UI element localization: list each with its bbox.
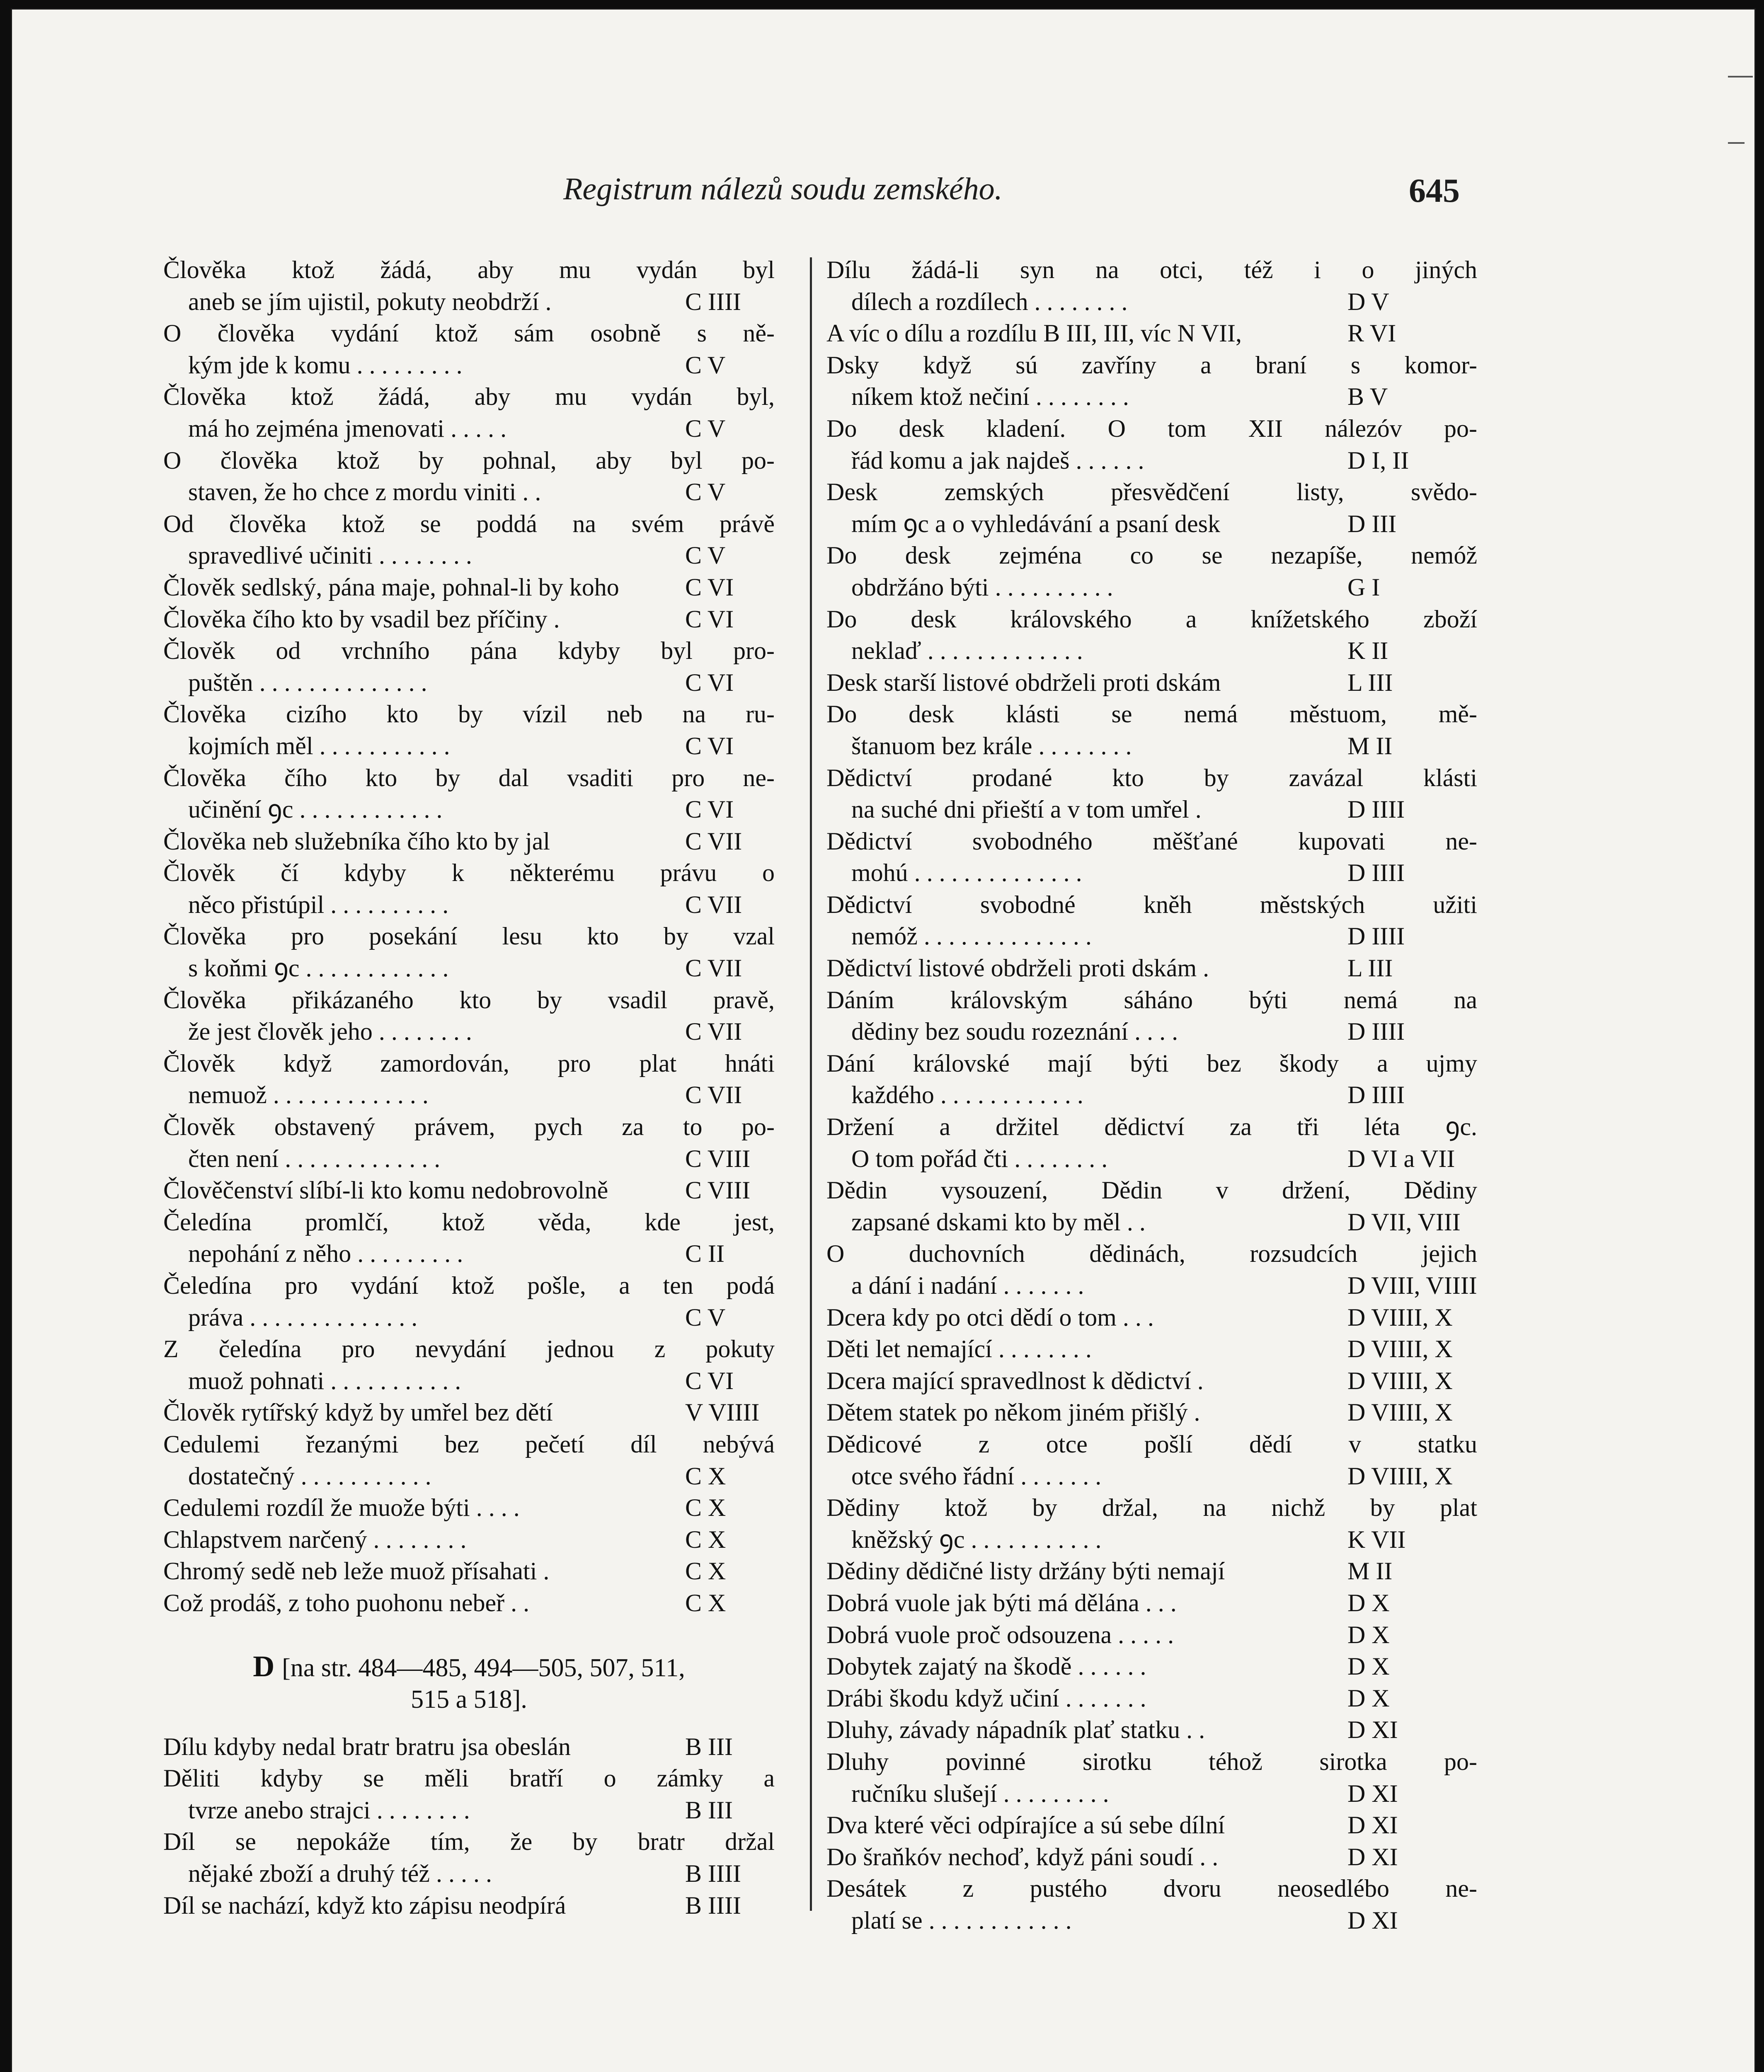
entry-text: staven, že ho chce z mordu viniti . . [188,478,541,506]
entry-text: Dědictví svobodné kněh městských užiti [826,891,1477,918]
entry-text: kým jde k komu . . . . . . . . . [188,351,463,379]
entry-reference: C V [685,414,726,442]
index-entry-line [163,1428,775,1460]
index-entry-line [163,667,775,699]
entry-reference: D XI [1347,1811,1398,1839]
index-entry-line [163,920,775,952]
section-heading-d [163,1651,775,1715]
scan-mark [1728,142,1745,144]
entry-text: Dobrá vuole proč odsouzena . . . . . [826,1621,1174,1648]
spacer [163,1715,775,1731]
index-entry-line [826,1746,1477,1778]
entry-text: Dětem statek po někom jiném přišlý . [826,1399,1200,1426]
index-entry-line [163,1111,775,1143]
index-entry-line [163,317,775,349]
entry-reference: D XI [1347,1843,1398,1871]
index-entry-line [163,1492,775,1524]
entry-text: Do desk zejména co se nezapíše, nemóž [826,542,1477,569]
index-entry-line [163,825,775,857]
entry-reference: C VI [685,732,734,760]
entry-reference: C VIII [685,1145,751,1172]
index-entry-line [826,381,1477,413]
index-entry-line [826,667,1477,699]
entry-text: Člověk čí kdyby k některému právu o [163,859,775,887]
entry-text: Drábi škodu když učiní . . . . . . . [826,1684,1146,1712]
index-entry-line [826,1841,1477,1873]
entry-text: Děti let nemající . . . . . . . . [826,1335,1092,1363]
entry-text: Do desk kladení. O tom XII nálezóv po- [826,414,1477,442]
entry-reference: C VII [685,1081,742,1109]
index-entry-line [163,1731,775,1763]
entry-reference: C VII [685,827,742,855]
entry-reference: B III [685,1733,733,1760]
entry-text: Chlapstvem narčený . . . . . . . . [163,1525,467,1553]
entry-reference: L III [1347,954,1393,982]
entry-reference: C V [685,351,726,379]
index-entry-line [826,1524,1477,1556]
index-entry-list [163,1731,775,1922]
book-page [11,8,1756,2072]
entry-text: Čeledína pro vydání ktož pošle, a ten podá [163,1272,775,1299]
entry-text: Desk starší listové obdrželi proti dskám [826,668,1221,696]
entry-text: Od člověka ktož se poddá na svém právě [163,510,775,537]
entry-text: otce svého řádní . . . . . . . [851,1462,1102,1490]
index-entry-line [826,1905,1477,1936]
index-entry-line [163,1794,775,1826]
entry-text: Což prodáš, z toho puohonu nebeř . . [163,1589,530,1617]
entry-reference: D VIII, VIIII [1347,1272,1477,1299]
index-entry-line [826,1206,1477,1238]
entry-text: Člověk sedlský, pána maje, pohnal-li by koho [163,573,619,601]
index-entry-line [163,1762,775,1794]
index-entry-line [826,889,1477,921]
index-entry-line [826,1651,1477,1682]
entry-text: nemóž . . . . . . . . . . . . . . [851,922,1092,950]
index-entry-line [826,508,1477,540]
entry-reference: C VII [685,891,742,918]
spacer [163,1619,775,1635]
index-entry-line [826,1778,1477,1810]
index-entry-line [163,1890,775,1922]
index-entry-line [163,857,775,889]
index-entry-line [163,1143,775,1175]
entry-text: níkem ktož nečiní . . . . . . . . [851,383,1129,411]
entry-text: Dědictví listové obdrželi proti dskám . [826,954,1209,982]
index-entry-line [826,571,1477,603]
entry-text: mím ꝯc a o vyhledávání a psaní desk [851,510,1220,537]
index-entry-line [826,1174,1477,1206]
entry-reference: C V [685,1303,726,1331]
entry-text: Dobytek zajatý na škodě . . . . . . [826,1653,1146,1680]
section-letter: D [253,1649,275,1683]
index-entry-line [163,603,775,635]
entry-text: A víc o dílu a rozdílu B III, III, víc N VII, [826,320,1242,347]
index-entry-line [826,1365,1477,1397]
index-entry-line [163,1270,775,1302]
index-entry-line [163,571,775,603]
entry-text: Díl se nepokáže tím, že by bratr držal [163,1828,775,1856]
index-entry-line [163,889,775,921]
entry-reference: V VIIII [685,1399,760,1426]
entry-reference: B III [685,1796,733,1824]
entry-reference: G I [1347,573,1380,601]
entry-reference: D IIII [1347,1018,1405,1046]
index-entry-line [826,1492,1477,1524]
entry-text: Dědin vysouzení, Dědin v držení, Dědiny [826,1176,1477,1204]
index-entry-line [826,1111,1477,1143]
entry-reference: M II [1347,1557,1393,1585]
entry-reference: D X [1347,1621,1390,1648]
entry-reference: D VIIII, X [1347,1462,1453,1490]
entry-reference: D X [1347,1589,1390,1617]
entry-reference: C X [685,1462,726,1490]
entry-text: Dáním královským sáháno býti nemá na [826,986,1477,1014]
entry-text: má ho zejména jmenovati . . . . . [188,414,507,442]
entry-text: každého . . . . . . . . . . . . [851,1081,1083,1109]
entry-text: Dluhy povinné sirotku téhož sirotka po- [826,1748,1477,1775]
entry-reference: K II [1347,637,1388,665]
entry-reference: D III [1347,510,1397,537]
entry-reference: D XI [1347,1779,1398,1807]
entry-text: Dsky když sú zavříny a braní s komor- [826,351,1477,379]
entry-text: Dědiny ktož by držal, na nichž by plat [826,1494,1477,1522]
entry-reference: D X [1347,1684,1390,1712]
entry-text: Dcera kdy po otci dědí o tom . . . [826,1303,1154,1331]
entry-text: a dání i nadání . . . . . . . [851,1272,1084,1299]
entry-text: ručníku slušejí . . . . . . . . . [851,1779,1109,1807]
entry-text: Člověka ktož žádá, aby mu vydán byl [163,256,775,283]
entry-text: že jest člověk jeho . . . . . . . . [188,1018,472,1046]
entry-reference: D VIIII, X [1347,1303,1453,1331]
entry-reference: C X [685,1589,726,1617]
entry-reference: D VIIII, X [1347,1367,1453,1394]
entry-text: Dílu kdyby nedal bratr bratru jsa obeslán [163,1733,571,1760]
index-entry-line [163,413,775,445]
index-entry-line [826,254,1477,286]
entry-reference: D IIII [1347,922,1405,950]
index-entry-line [163,1397,775,1428]
entry-reference: C X [685,1494,726,1522]
entry-text: nějaké zboží a druhý též . . . . . [188,1859,492,1887]
index-entry-line [826,1270,1477,1302]
entry-text: Člověka cizího kto by vízil neb na ru- [163,700,775,728]
index-entry-line [163,1174,775,1206]
index-entry-line [826,1587,1477,1619]
entry-reference: C VIII [685,1176,751,1204]
entry-reference: D IIII [1347,796,1405,823]
entry-text: štanuom bez krále . . . . . . . . [851,732,1132,760]
index-entry-list [826,254,1477,1936]
entry-reference: D VII, VIII [1347,1208,1461,1236]
entry-reference: K VII [1347,1525,1406,1553]
index-entry-line [163,1302,775,1334]
entry-reference: D I, II [1347,446,1409,474]
index-entry-line [826,762,1477,794]
entry-text: kněžský ꝯc . . . . . . . . . . . [851,1525,1102,1553]
entry-text: Člověka ktož žádá, aby mu vydán byl, [163,383,775,411]
entry-text: aneb se jím ujistil, pokuty neobdrží . [188,288,552,315]
entry-text: Chromý sedě neb leže muož přísahati . [163,1557,550,1585]
entry-text: Člověčenství slíbí-li kto komu nedobrovolně [163,1176,608,1204]
entry-text: Člověka neb služebníka čího kto by jal [163,827,550,855]
running-title: Registrum nálezů soudu zemského. [563,172,1003,206]
right-column [826,254,1477,1936]
entry-reference: L III [1347,668,1393,696]
entry-text: Člověka pro posekání lesu kto by vzal [163,922,775,950]
index-entry-line [163,1858,775,1890]
entry-text: Dluhy, závady nápadník plať statku . . [826,1716,1205,1744]
entry-reference: D VIIII, X [1347,1399,1453,1426]
index-entry-line [826,1079,1477,1111]
entry-text: Člověk od vrchního pána kdyby byl pro- [163,637,775,665]
index-entry-line [826,1714,1477,1746]
entry-reference: C V [685,542,726,569]
index-entry-line [826,825,1477,857]
index-entry-line [826,794,1477,825]
entry-reference: D IIII [1347,1081,1405,1109]
index-entry-line [163,1826,775,1858]
entry-text: Člověk když zamordován, pro plat hnáti [163,1049,775,1077]
index-entry-line [163,635,775,667]
entry-reference: D IIII [1347,859,1405,887]
section-pages-line1: [na str. 484—485, 494—505, 507, 511, [282,1653,685,1682]
entry-text: platí se . . . . . . . . . . . . [851,1906,1072,1934]
entry-reference: D X [1347,1653,1390,1680]
index-entry-line [826,540,1477,571]
index-entry-line [163,698,775,730]
entry-text: dílech a rozdílech . . . . . . . . [851,288,1128,315]
index-entry-line [163,730,775,762]
entry-text: Dědicové z otce pošlí dědí v statku [826,1430,1477,1458]
index-entry-line [826,1397,1477,1428]
index-entry-line [826,1333,1477,1365]
entry-text: Dobrá vuole jak býti má dělána . . . [826,1589,1177,1617]
index-entry-line [826,413,1477,445]
entry-text: Držení a držitel dědictví za tři léta ꝯc. [826,1113,1477,1141]
entry-reference: D VI a VII [1347,1145,1455,1172]
entry-text: puštěn . . . . . . . . . . . . . . [188,668,427,696]
index-entry-list [163,254,775,1619]
entry-reference: B IIII [685,1891,741,1919]
entry-text: obdržáno býti . . . . . . . . . . [851,573,1113,601]
entry-reference: B V [1347,383,1388,411]
index-entry-line [163,1206,775,1238]
index-entry-line [163,952,775,984]
index-entry-line [826,445,1477,477]
entry-text: učinění ꝯc . . . . . . . . . . . . [188,796,443,823]
index-entry-line [163,1555,775,1587]
entry-text: Cedulemi rozdíl že muože býti . . . . [163,1494,520,1522]
index-entry-line [163,476,775,508]
entry-text: zapsané dskami kto by měl . . [851,1208,1146,1236]
entry-reference: D XI [1347,1716,1398,1744]
entry-text: práva . . . . . . . . . . . . . . [188,1303,418,1331]
index-entry-line [163,794,775,825]
entry-text: Desátek z pustého dvoru neosedlébo ne- [826,1875,1477,1903]
entry-reference: R VI [1347,320,1396,347]
entry-text: dostatečný . . . . . . . . . . . [188,1462,431,1490]
entry-text: nemuož . . . . . . . . . . . . . [188,1081,429,1109]
index-entry-line [163,1048,775,1080]
entry-text: Člověk rytířský když by umřel bez dětí [163,1399,553,1426]
index-entry-line [163,1524,775,1556]
index-entry-line [826,1809,1477,1841]
index-entry-line [826,635,1477,667]
entry-reference: C VII [685,1018,742,1046]
index-entry-line [826,476,1477,508]
entry-text: řád komu a jak najdeš . . . . . . [851,446,1144,474]
entry-text: neklaď . . . . . . . . . . . . . [851,637,1083,665]
entry-text: O tom pořád čti . . . . . . . . [851,1145,1108,1172]
entry-reference: M II [1347,732,1393,760]
entry-text: něco přistúpil . . . . . . . . . . [188,891,449,918]
entry-text: Do desk královského a knížetského zboží [826,605,1477,633]
index-entry-line [163,540,775,571]
entry-text: Dědictví svobodného měšťané kupovati ne- [826,827,1477,855]
index-entry-line [163,762,775,794]
column-divider [810,257,812,1911]
index-entry-line [826,952,1477,984]
index-entry-line [163,508,775,540]
entry-text: Cedulemi řezanými bez pečetí díl nebývá [163,1430,775,1458]
entry-text: O člověka ktož by pohnal, aby byl po- [163,446,775,474]
entry-text: Do šraňkóv nechoď, když páni soudí . . [826,1843,1219,1871]
entry-reference: D XI [1347,1906,1398,1934]
index-entry-line [826,698,1477,730]
index-entry-line [826,1619,1477,1651]
entry-text: Čeledína promlčí, ktož věda, kde jest, [163,1208,775,1236]
entry-text: Z čeledína pro nevydání jednou z pokuty [163,1335,775,1363]
entry-reference: C X [685,1525,726,1553]
entry-text: Dva které věci odpírajíce a sú sebe dílní [826,1811,1225,1839]
index-entry-line [163,1460,775,1492]
index-entry-line [163,1365,775,1397]
index-entry-line [826,1428,1477,1460]
entry-text: Díl se nachází, když kto zápisu neodpírá [163,1891,566,1919]
entry-reference: D VIIII, X [1347,1335,1453,1363]
entry-reference: C VI [685,605,734,633]
entry-text: Dědictví prodané kto by zavázal klásti [826,764,1477,792]
index-entry-line [163,381,775,413]
entry-reference: C VII [685,954,742,982]
entry-reference: C VI [685,796,734,823]
entry-text: Člověk obstavený právem, pych za to po- [163,1113,775,1141]
entry-text: Člověka přikázaného kto by vsadil pravě, [163,986,775,1014]
index-entry-line [163,1587,775,1619]
index-entry-line [163,984,775,1016]
entry-text: O duchovních dědinách, rozsudcích jejich [826,1240,1477,1268]
entry-text: Děliti kdyby se měli bratří o zámky a [163,1765,775,1792]
entry-text: mohú . . . . . . . . . . . . . . [851,859,1082,887]
entry-text: s koňmi ꝯc . . . . . . . . . . . . [188,954,449,982]
entry-reference: C X [685,1557,726,1585]
index-entry-line [163,254,775,286]
entry-text: čten není . . . . . . . . . . . . . [188,1145,441,1172]
index-entry-line [826,1460,1477,1492]
index-entry-line [163,1238,775,1270]
index-entry-line [163,1079,775,1111]
page-number: 645 [1409,172,1460,209]
index-entry-line [826,984,1477,1016]
entry-text: muož pohnati . . . . . . . . . . . [188,1367,461,1394]
entry-text: spravedlivé učiniti . . . . . . . . [188,542,472,569]
entry-reference: D V [1347,288,1389,315]
index-entry-line [163,286,775,318]
scan-mark [1728,76,1753,77]
entry-reference: C V [685,478,726,506]
entry-reference: C IIII [685,288,741,315]
entry-text: Člověka čího kto by vsadil bez příčiny . [163,605,560,633]
index-entry-line [826,286,1477,318]
entry-text: Do desk klásti se nemá městuom, mě- [826,700,1477,728]
index-entry-line [826,730,1477,762]
index-entry-line [826,603,1477,635]
index-entry-line [826,1238,1477,1270]
index-entry-line [826,1143,1477,1175]
index-entry-line [826,317,1477,349]
index-entry-line [826,920,1477,952]
entry-text: Desk zemských přesvědčení listy, svědo- [826,478,1477,506]
entry-text: nepohání z něho . . . . . . . . . [188,1240,463,1268]
index-entry-line [826,1302,1477,1334]
index-entry-line [826,1048,1477,1080]
entry-reference: C VI [685,1367,734,1394]
entry-text: Dílu žádá-li syn na otci, též i o jiných [826,256,1477,283]
entry-reference: C II [685,1240,724,1268]
entry-reference: B IIII [685,1859,741,1887]
entry-text: kojmích měl . . . . . . . . . . . [188,732,450,760]
index-entry-line [163,349,775,381]
index-entry-line [163,445,775,477]
index-entry-line [163,1016,775,1048]
entry-reference: C VI [685,668,734,696]
entry-text: Dědiny dědičné listy držány býti nemají [826,1557,1225,1585]
section-pages-line2: 515 a 518]. [411,1685,527,1714]
entry-text: na suché dni přieští a v tom umřel . [851,796,1202,823]
entry-text: Dcera mající spravedlnost k dědictví . [826,1367,1204,1394]
entry-text: O člověka vydání ktož sám osobně s ně- [163,320,775,347]
entry-text: dědiny bez soudu rozeznání . . . . [851,1018,1178,1046]
entry-text: Člověka čího kto by dal vsaditi pro ne- [163,764,775,792]
index-entry-line [826,349,1477,381]
entry-text: tvrze anebo strajci . . . . . . . . [188,1796,470,1824]
left-column [163,254,775,1921]
index-entry-line [826,1016,1477,1048]
index-entry-line [826,1682,1477,1714]
index-entry-line [826,1555,1477,1587]
index-entry-line [163,1333,775,1365]
index-entry-line [826,1873,1477,1905]
entry-text: Dání královské mají býti bez škody a ujmy [826,1049,1477,1077]
spacer [163,1635,775,1651]
index-entry-line [826,857,1477,889]
entry-reference: C VI [685,573,734,601]
